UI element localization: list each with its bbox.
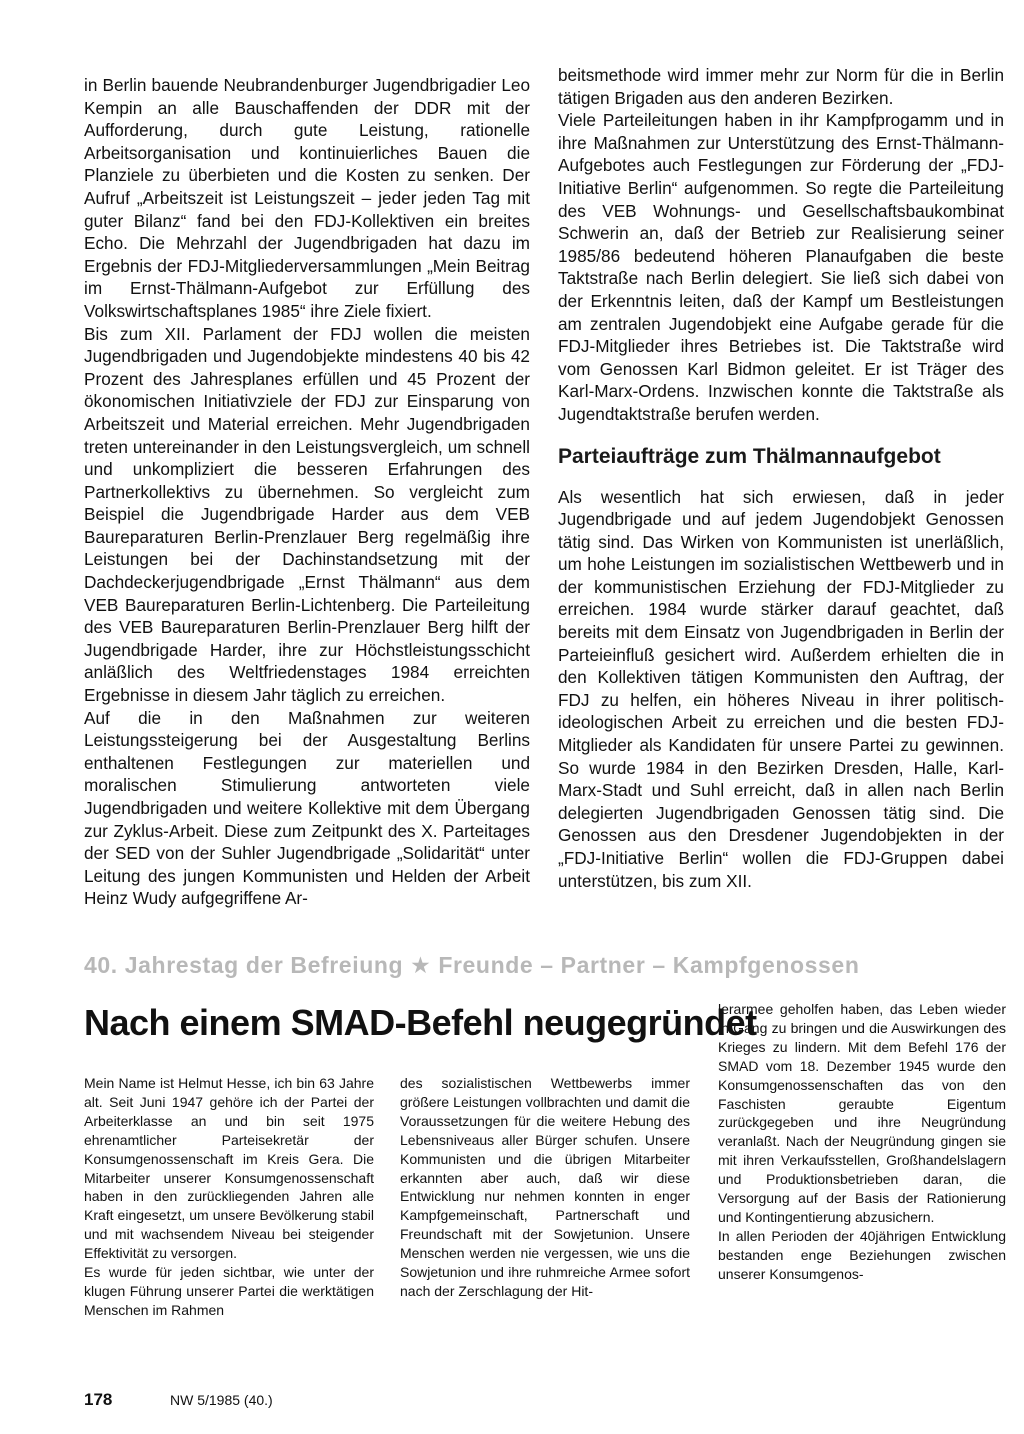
lower-column-1 xyxy=(84,1074,374,1320)
upper-left-column xyxy=(84,74,530,910)
paragraph: in Berlin bauende Neubrandenburger Jugendbrigadier Leo Kempin an alle Bauschaffenden der DDR mit der Aufforderung, durch gute Leistung, rationelle Arbeitsorganisation und kontinuierliches Bauen die Planziele zu überbieten und die Kosten zu senken. Der Aufruf „Arbeitszeit ist Leistungszeit – jeder jeden Tag mit guter Bilanz“ fand bei den FDJ-Kollektiven ein breites Echo. Die Mehrzahl der Jugendbrigaden hat dazu im Ergebnis der FDJ-Mitgliederversammlungen „Mein Beitrag im Ernst-Thälmann-Aufgebot zur Erfüllung des Volkswirtschaftsplanes 1985“ ihre Ziele fixiert. xyxy=(84,75,530,321)
paragraph: lerarmee geholfen haben, das Leben wieder in Gang zu bringen und die Auswirkungen des Krieges zu lindern. Mit dem Befehl 176 der SMAD vom 18. Dezember 1945 wurde den Konsumgenossenschaften das von den Faschisten geraubte Eigentum zurückgegeben und ihre Neugründung veranlaßt. Nach der Neugründung gingen sie mit ihren Verkaufsstellen, Großhandelslagern und Produktionsbetrieben daran, die Versorgung auf der Basis der Rationierung und Kontingentierung abzusichern. xyxy=(718,1001,1006,1225)
section-banner: 40. Jahrestag der Befreiung ★ Freunde – Partner – Kampfgenossen xyxy=(84,952,860,978)
paragraph: Es wurde für jeden sichtbar, wie unter der klugen Führung unserer Partei die werktätigen Menschen im Rahmen xyxy=(84,1264,374,1318)
paragraph: Als wesentlich hat sich erwiesen, daß in jeder Jugendbrigade und auf jedem Jugendobjekt Genossen tätig sind. Das Wirken von Kommunisten ist unerläßlich, um hohe Leistungen im sozialistischen Wettbewerb und in der kommunistischen Erziehung der FDJ-Mitglieder zu erreichen. 1984 wurde stärker darauf geachtet, daß bereits mit dem Einsatz von Jugendbrigaden in Berlin der Parteieinfluß gesichert wird. Außerdem erhielten die in den Kollektiven tätigen Kommunisten den Auftrag, der FDJ zu helfen, ein höheres Niveau in ihrer politisch-ideologischen Arbeit zu erreichen und die besten FDJ-Mitglieder als Kandidaten für unsere Partei zu gewinnen. So wurde 1984 in den Bezirken Dresden, Halle, Karl-Marx-Stadt und Suhl erreicht, daß in allen nach Berlin delegierten Jugendbrigaden Genossen tätig sind. Die Genossen aus den Dresdener Jugendobjekten in der „FDJ-Initiative Berlin“ wollen die FDJ-Gruppen dabei unterstützen, bis zum XII. xyxy=(558,486,1004,891)
section-subheading: Parteiaufträge zum Thälmannaufgebot xyxy=(558,444,941,468)
upper-right-column xyxy=(558,64,1004,892)
issue-label: NW 5/1985 (40.) xyxy=(170,1392,273,1408)
page-number: 178 xyxy=(84,1390,113,1409)
paragraph: Auf die in den Maßnahmen zur weiteren Leistungssteigerung bei der Ausgestaltung Berlins enthaltenen Festlegungen zur materiellen und moralischen Stimulierung antworteten viele Jugendbrigaden und weitere Kollektive mit dem Übergang zur Zyklus-Arbeit. Diese zum Zeitpunkt des X. Parteitages der SED von der Suhler Jugendbrigade „Solidarität“ unter Leitung des jungen Kommunisten und Helden der Arbeit Heinz Wudy aufgegriffene Ar- xyxy=(84,707,530,909)
paragraph: In allen Perioden der 40jährigen Entwicklung bestanden enge Beziehungen zwischen unserer Konsumgenos- xyxy=(718,1227,1006,1282)
paragraph: Mein Name ist Helmut Hesse, ich bin 63 Jahre alt. Seit Juni 1947 gehöre ich der Partei der Arbeiterklasse an und bin seit 1975 ehrenamtlicher Parteisekretär der Konsumgenossenschaft im Kreis Gera. Die Mitarbeiter unserer Konsumgenossenschaft haben in den zurückliegenden Jahren alle Kraft eingesetzt, um unsere Bevölkerung stabil und mit wachsendem Niveau bei steigender Effektivität zu versorgen. xyxy=(84,1075,374,1262)
paragraph: beitsmethode wird immer mehr zur Norm für die in Berlin tätigen Brigaden aus den anderen Bezirken. xyxy=(558,65,1004,108)
article-headline: Nach einem SMAD-Befehl neugegründet xyxy=(84,1002,757,1043)
lower-column-3 xyxy=(718,1000,1006,1284)
lower-column-2 xyxy=(400,1074,690,1301)
paragraph: des sozialistischen Wettbewerbs immer größere Leistungen vollbrachten und damit die Voraussetzungen für die weitere Hebung des Lebensniveaus aller Bürger schufen. Unsere Kommunisten und die übrigen Mitarbeiter erkannten aber auch, daß wir diese Entwicklung nur nehmen konnten in enger Kampfgemeinschaft, Partnerschaft und Freundschaft mit der Sowjetunion. Unsere Menschen werden nie vergessen, wie uns die Sowjetunion und ihre ruhmreiche Armee sofort nach der Zerschlagung der Hit- xyxy=(400,1075,690,1299)
paragraph: Viele Parteileitungen haben in ihr Kampfprogamm und in ihre Maßnahmen zur Unterstützung des Ernst-Thälmann-Aufgebotes auch Festlegungen zur Förderung der „FDJ-Initiative Berlin“ aufgenommen. So regte die Parteileitung des VEB Wohnungs- und Gesellschaftsbaukombinat Schwerin an, daß der Betrieb zur Realisierung seiner 1985/86 bedeutend höheren Planaufgaben die beste Taktstraße nach Berlin delegiert. Sie ließ sich dabei von der Erkenntnis leiten, daß der Kampf um Bestleistungen am zentralen Jugendobjekt eine Aufgabe gerade für die FDJ-Mitglieder ihres Betriebes ist. Die Taktstraße wird vom Genossen Karl Bidmon geleitet. Er ist Träger des Karl-Marx-Ordens. Inzwischen konnte die Taktstraße als Jugendtaktstraße berufen werden. xyxy=(558,110,1004,424)
paragraph: Bis zum XII. Parlament der FDJ wollen die meisten Jugendbrigaden und Jugendobjekte mindestens 40 bis 42 Prozent des Jahresplanes erfüllen und 45 Prozent der ökonomischen Initiativziele der FDJ zur Einsparung von Arbeitszeit und Material erreichen. Mehr Jugendbrigaden treten untereinander in den Leistungsvergleich, um schnell und unkompliziert die besseren Erfahrungen des Partnerkollektivs zu übernehmen. So vergleicht zum Beispiel die Jugendbrigade Harder aus dem VEB Baureparaturen Berlin-Prenzlauer Berg regelmäßig ihre Leistungen bei der Dachinstandsetzung mit der Dachdeckerjugendbrigade „Ernst Thälmann“ aus dem VEB Baureparaturen Berlin-Lichtenberg. Die Parteileitung des VEB Baureparaturen Berlin-Prenzlauer Berg hilft der Jugendbrigade Harder, ihre zur Höchstleistungsschicht anläßlich des Weltfriedenstages 1984 erreichten Ergebnisse in diesem Jahr täglich zu erreichen. xyxy=(84,323,530,706)
